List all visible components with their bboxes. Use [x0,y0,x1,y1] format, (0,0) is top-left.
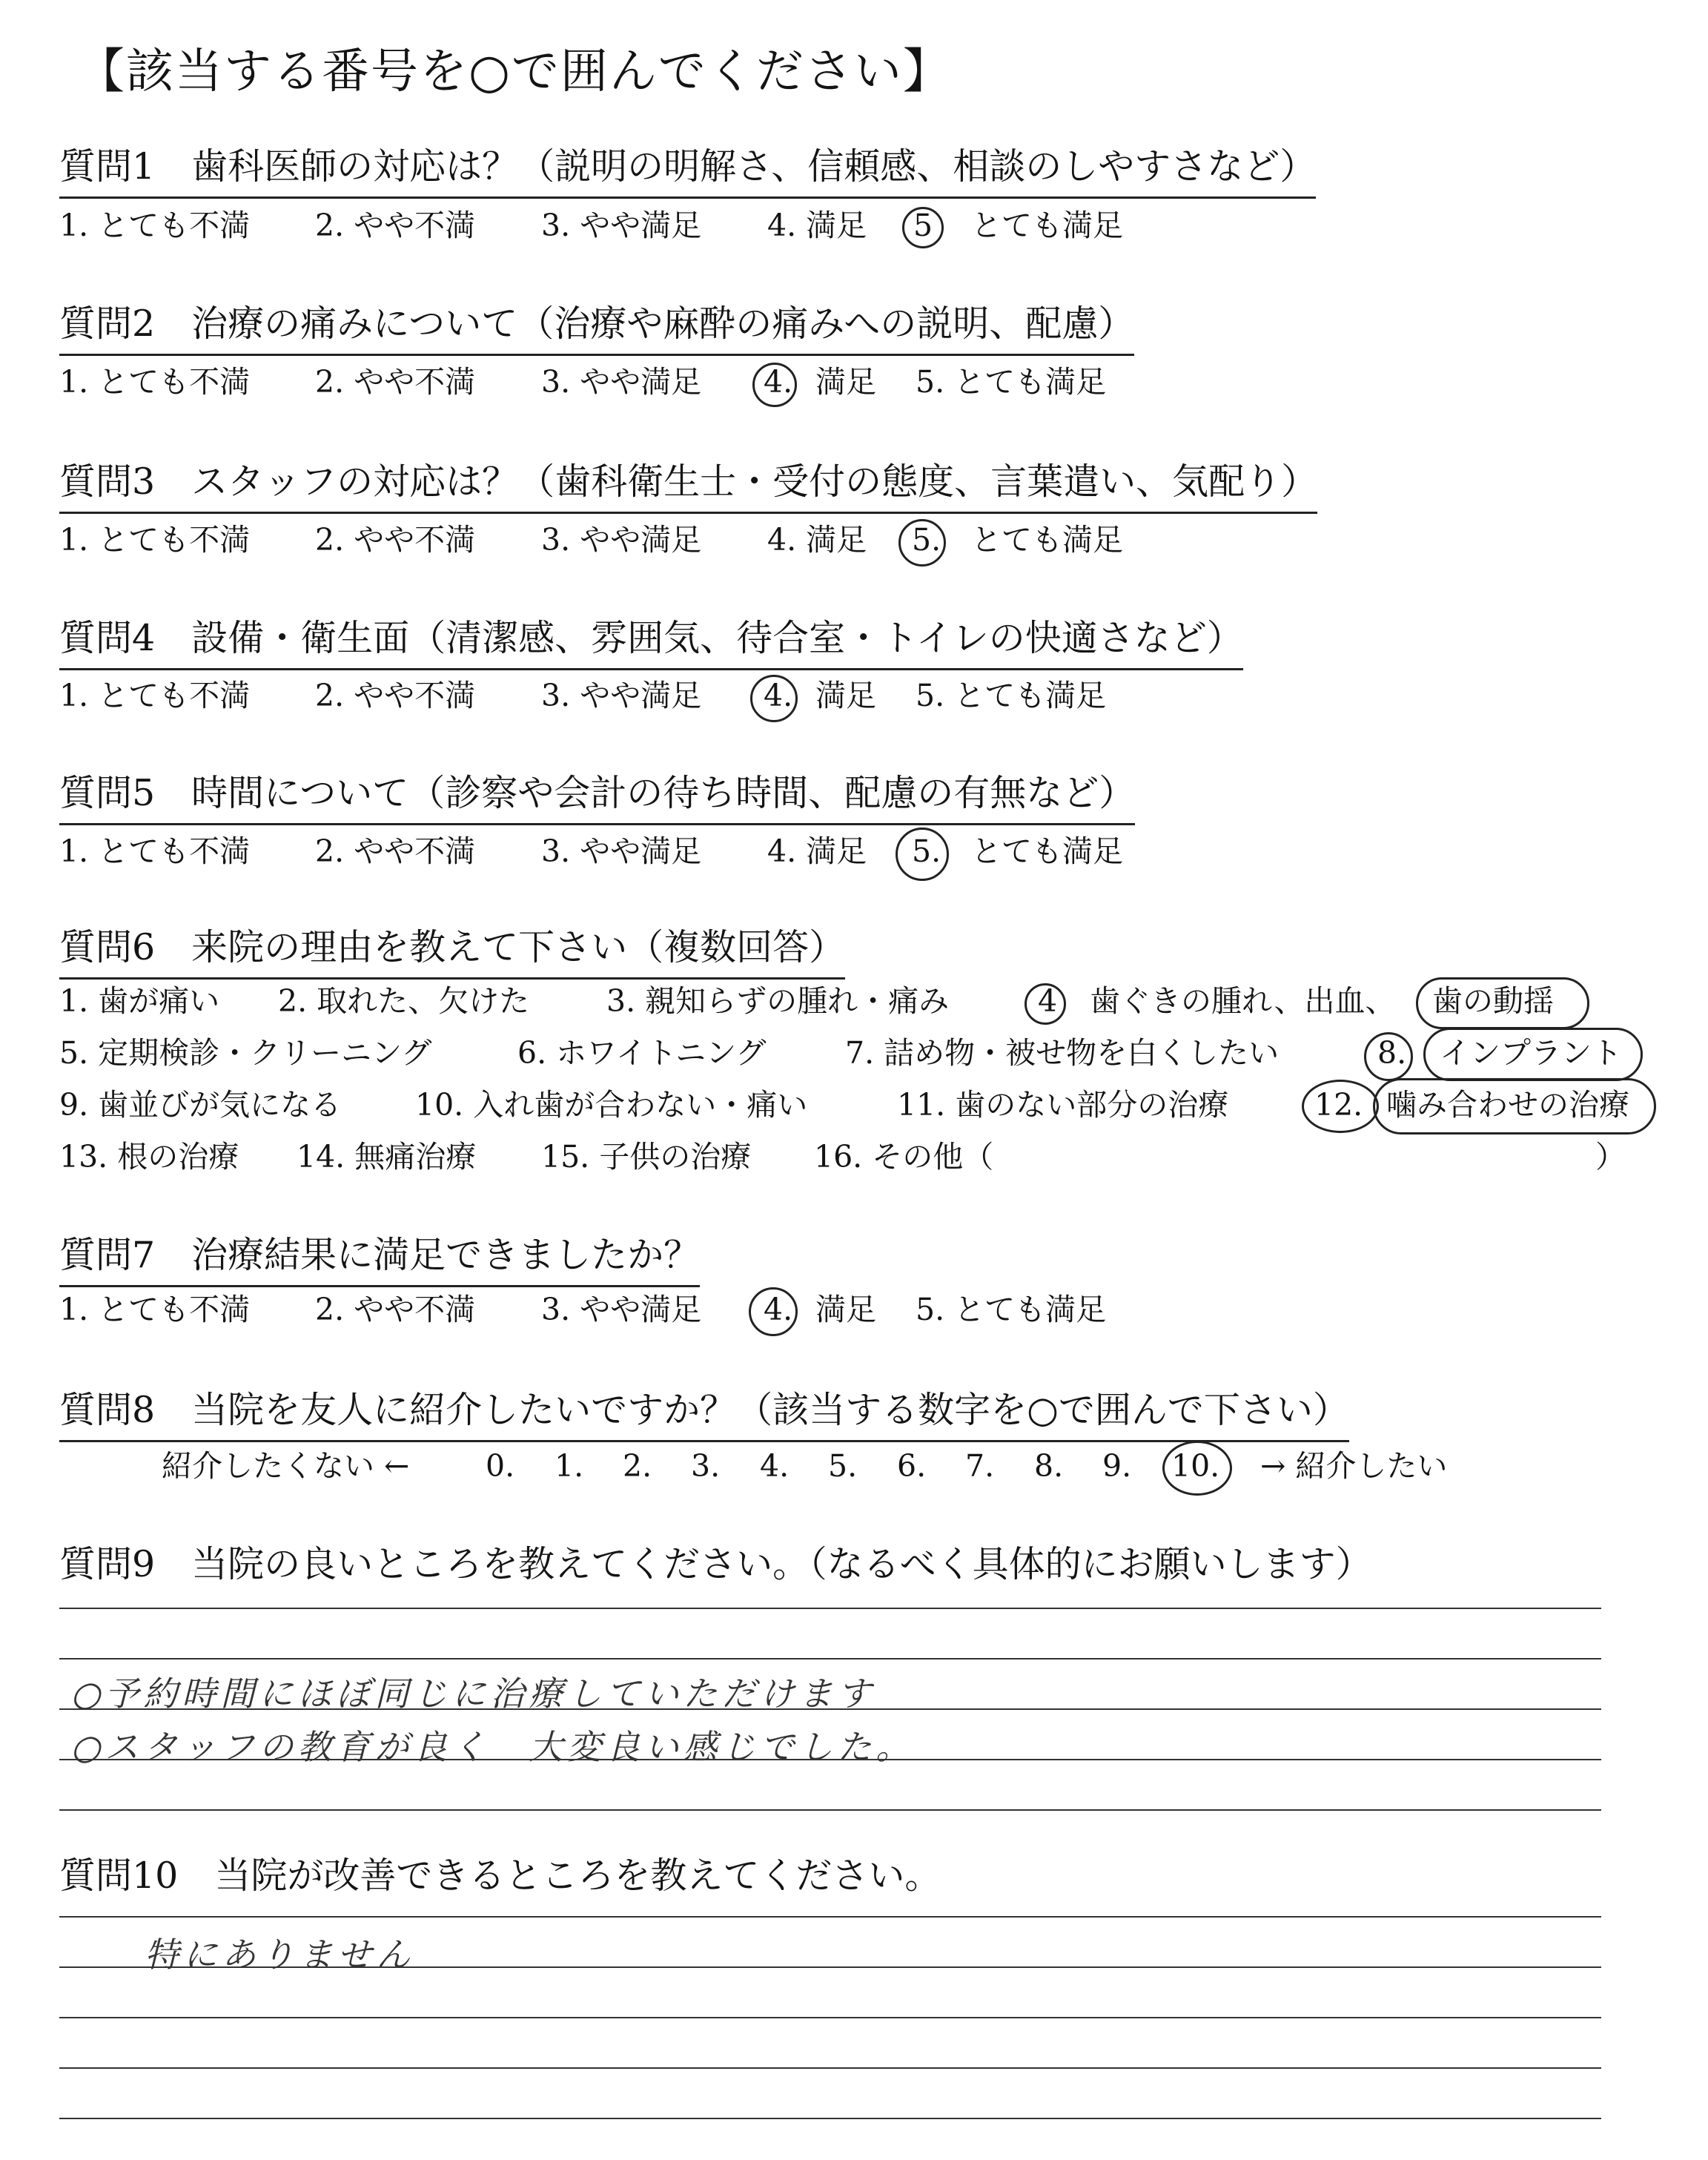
q5-selected-circle-mark [896,828,949,881]
q8-scale-left-label: 紹介したくない ← [162,1448,410,1484]
q2-option-2[interactable]: 2. やや不満 [315,364,476,400]
answer-line [59,2067,1601,2069]
q8-scale-right-label: → 紹介したい [1260,1448,1448,1484]
q2-option-3[interactable]: 3. やや満足 [541,364,702,400]
q5-option-5-number[interactable]: 5. [912,833,941,869]
q6-option-16-close-paren: ） [1595,1139,1626,1175]
q6-handwritten-oval-mark [1373,1078,1656,1135]
q5-option-2[interactable]: 2. やや不満 [315,833,476,869]
q8-scale-3[interactable]: 3. [691,1448,721,1484]
q6-selected-circle-mark-4 [1025,983,1066,1025]
question-5-label: 質問5 時間について（診察や会計の待ち時間、配慮の有無など） [59,771,1135,825]
q4-selected-circle-mark [750,675,798,722]
q8-scale-5[interactable]: 5. [828,1448,858,1484]
q3-selected-circle-mark [898,519,946,567]
q6-option-2[interactable]: 2. 取れた、欠けた [278,983,530,1019]
question-2-label: 質問2 治療の痛みについて（治療や麻酔の痛みへの説明、配慮） [59,302,1134,356]
q4-option-4-number[interactable]: 4. [764,678,793,713]
q6-option-14[interactable]: 14. 無痛治療 [297,1139,477,1175]
q2-option-1[interactable]: 1. とても不満 [59,364,251,400]
q8-scale-2[interactable]: 2. [623,1448,652,1484]
question-6-row-1 [59,979,1675,1023]
q7-option-4-label[interactable]: 満足 [815,1292,876,1327]
question-6-row-4 [59,1135,1675,1179]
q8-scale-9[interactable]: 9. [1102,1448,1132,1484]
q6-option-8-number[interactable]: 8. [1377,1035,1407,1071]
answer-line [59,1809,1601,1811]
q3-option-5-number[interactable]: 5. [912,522,941,558]
q3-option-4[interactable]: 4. 満足 [767,522,867,558]
q8-scale-4[interactable]: 4. [760,1448,790,1484]
q7-option-2[interactable]: 2. やや不満 [315,1292,476,1327]
question-2-options [59,360,1675,404]
question-8-scale [59,1444,1675,1488]
q2-option-4-number[interactable]: 4. [764,364,793,400]
q6-handwritten-oval-mark [1423,1028,1643,1081]
q1-option-2[interactable]: 2. やや不満 [315,208,476,243]
question-6-row-3 [59,1083,1675,1127]
q3-option-3[interactable]: 3. やや満足 [541,522,702,558]
q6-option-7[interactable]: 7. 詰め物・被せ物を白くしたい [845,1035,1280,1071]
question-4-label: 質問4 設備・衛生面（清潔感、雰囲気、待合室・トイレの快適さなど） [59,616,1243,670]
q8-scale-7[interactable]: 7. [965,1448,995,1484]
question-9-label: 質問9 当院の良いところを教えてください。（なるべく具体的にお願いします） [59,1543,1372,1585]
q6-option-15[interactable]: 15. 子供の治療 [541,1139,752,1175]
form-title: 【該当する番号を○で囲んでください】 [77,44,952,99]
q9-handwritten-answer-line-2: ○スタッフの教育が良く 大変良い感じでした。 [68,1727,923,1767]
question-1-label: 質問1 歯科医師の対応は？（説明の明解さ、信頼感、相談のしやすさなど） [59,145,1316,199]
q6-selected-circle-mark-8 [1364,1032,1413,1081]
q6-option-6[interactable]: 6. ホワイトニング [517,1035,767,1071]
question-6-label: 質問6 来院の理由を教えて下さい（複数回答） [59,925,845,980]
q1-option-4[interactable]: 4. 満足 [767,208,867,243]
answer-line [59,2017,1601,2018]
q6-option-8-label[interactable]: インプラント [1440,1035,1622,1071]
q6-handwritten-oval-mark [1416,977,1589,1029]
q6-option-11[interactable]: 11. 歯のない部分の治療 [897,1087,1229,1123]
q8-scale-10[interactable]: 10. [1171,1448,1220,1484]
q5-option-1[interactable]: 1. とても不満 [59,833,251,869]
q7-selected-circle-mark [749,1287,798,1336]
q9-handwritten-answer-line-1: ○予約時間にほぼ同じに治療していただけます [68,1674,884,1714]
q4-option-1[interactable]: 1. とても不満 [59,678,251,713]
q6-option-9[interactable]: 9. 歯並びが気になる [59,1087,342,1123]
question-6-row-2 [59,1031,1675,1075]
q6-option-4-detail-circled: 歯の動揺 [1432,983,1554,1019]
q2-selected-circle-mark [752,363,797,407]
question-8-label: 質問8 当院を友人に紹介したいですか？（該当する数字を○で囲んで下さい） [59,1388,1349,1442]
q6-option-10[interactable]: 10. 入れ歯が合わない・痛い [415,1087,808,1123]
q10-handwritten-answer: 特にありません [142,1935,423,1975]
q3-option-1[interactable]: 1. とても不満 [59,522,251,558]
question-5-options [59,829,1675,873]
q6-option-12-label[interactable]: 噛み合わせの治療 [1386,1087,1629,1123]
answer-line [59,1608,1601,1609]
q8-scale-0[interactable]: 0. [486,1448,515,1484]
q7-option-3[interactable]: 3. やや満足 [541,1292,702,1327]
q8-selected-circle-mark [1162,1441,1232,1496]
q5-option-4[interactable]: 4. 満足 [767,833,867,869]
q6-option-13[interactable]: 13. 根の治療 [59,1139,239,1175]
q7-option-1[interactable]: 1. とても不満 [59,1292,251,1327]
q5-option-3[interactable]: 3. やや満足 [541,833,702,869]
q7-option-4-number[interactable]: 4. [764,1292,793,1327]
question-7-options [59,1287,1675,1332]
q5-option-5-label[interactable]: とても満足 [971,833,1123,869]
q6-option-4-label[interactable]: 歯ぐきの腫れ、出血、 [1090,983,1396,1019]
q1-selected-circle-mark [902,207,944,248]
q1-option-5-label[interactable]: とても満足 [971,208,1123,243]
question-3-label: 質問3 スタッフの対応は？（歯科衛生士・受付の態度、言葉遣い、気配り） [59,460,1317,514]
q4-option-4-label[interactable]: 満足 [815,678,876,713]
question-7-label: 質問7 治療結果に満足できましたか？ [59,1233,700,1287]
q2-option-5[interactable]: 5. とても満足 [916,364,1107,400]
q4-option-3[interactable]: 3. やや満足 [541,678,702,713]
q1-option-1[interactable]: 1. とても不満 [59,208,251,243]
question-1-options [59,203,1675,248]
question-4-options [59,673,1675,718]
q8-scale-6[interactable]: 6. [897,1448,927,1484]
q6-option-4-number[interactable]: 4 [1038,983,1058,1019]
q6-selected-circle-mark-12 [1302,1080,1379,1133]
q4-option-2[interactable]: 2. やや不満 [315,678,476,713]
q1-option-5-number[interactable]: 5 [913,208,933,243]
q3-option-2[interactable]: 2. やや不満 [315,522,476,558]
q6-option-12-number[interactable]: 12. [1314,1087,1363,1123]
answer-line [59,1916,1601,1918]
q8-scale-1[interactable]: 1. [555,1448,584,1484]
q3-option-5-label[interactable]: とても満足 [971,522,1123,558]
question-3-options [59,518,1675,562]
q6-option-1[interactable]: 1. 歯が痛い [59,983,220,1019]
q6-option-16[interactable]: 16. その他（ [814,1139,994,1175]
q4-option-5[interactable]: 5. とても満足 [916,678,1107,713]
q1-option-3[interactable]: 3. やや満足 [541,208,702,243]
q7-option-5[interactable]: 5. とても満足 [916,1292,1107,1327]
answer-line [59,2118,1601,2119]
answer-line [59,1658,1601,1659]
question-10-label: 質問10 当院が改善できるところを教えてください。 [59,1855,941,1897]
q6-option-5[interactable]: 5. 定期検診・クリーニング [59,1035,432,1071]
q2-option-4-label[interactable]: 満足 [815,364,876,400]
q6-option-3[interactable]: 3. 親知らずの腫れ・痛み [606,983,950,1019]
q8-scale-8[interactable]: 8. [1034,1448,1064,1484]
